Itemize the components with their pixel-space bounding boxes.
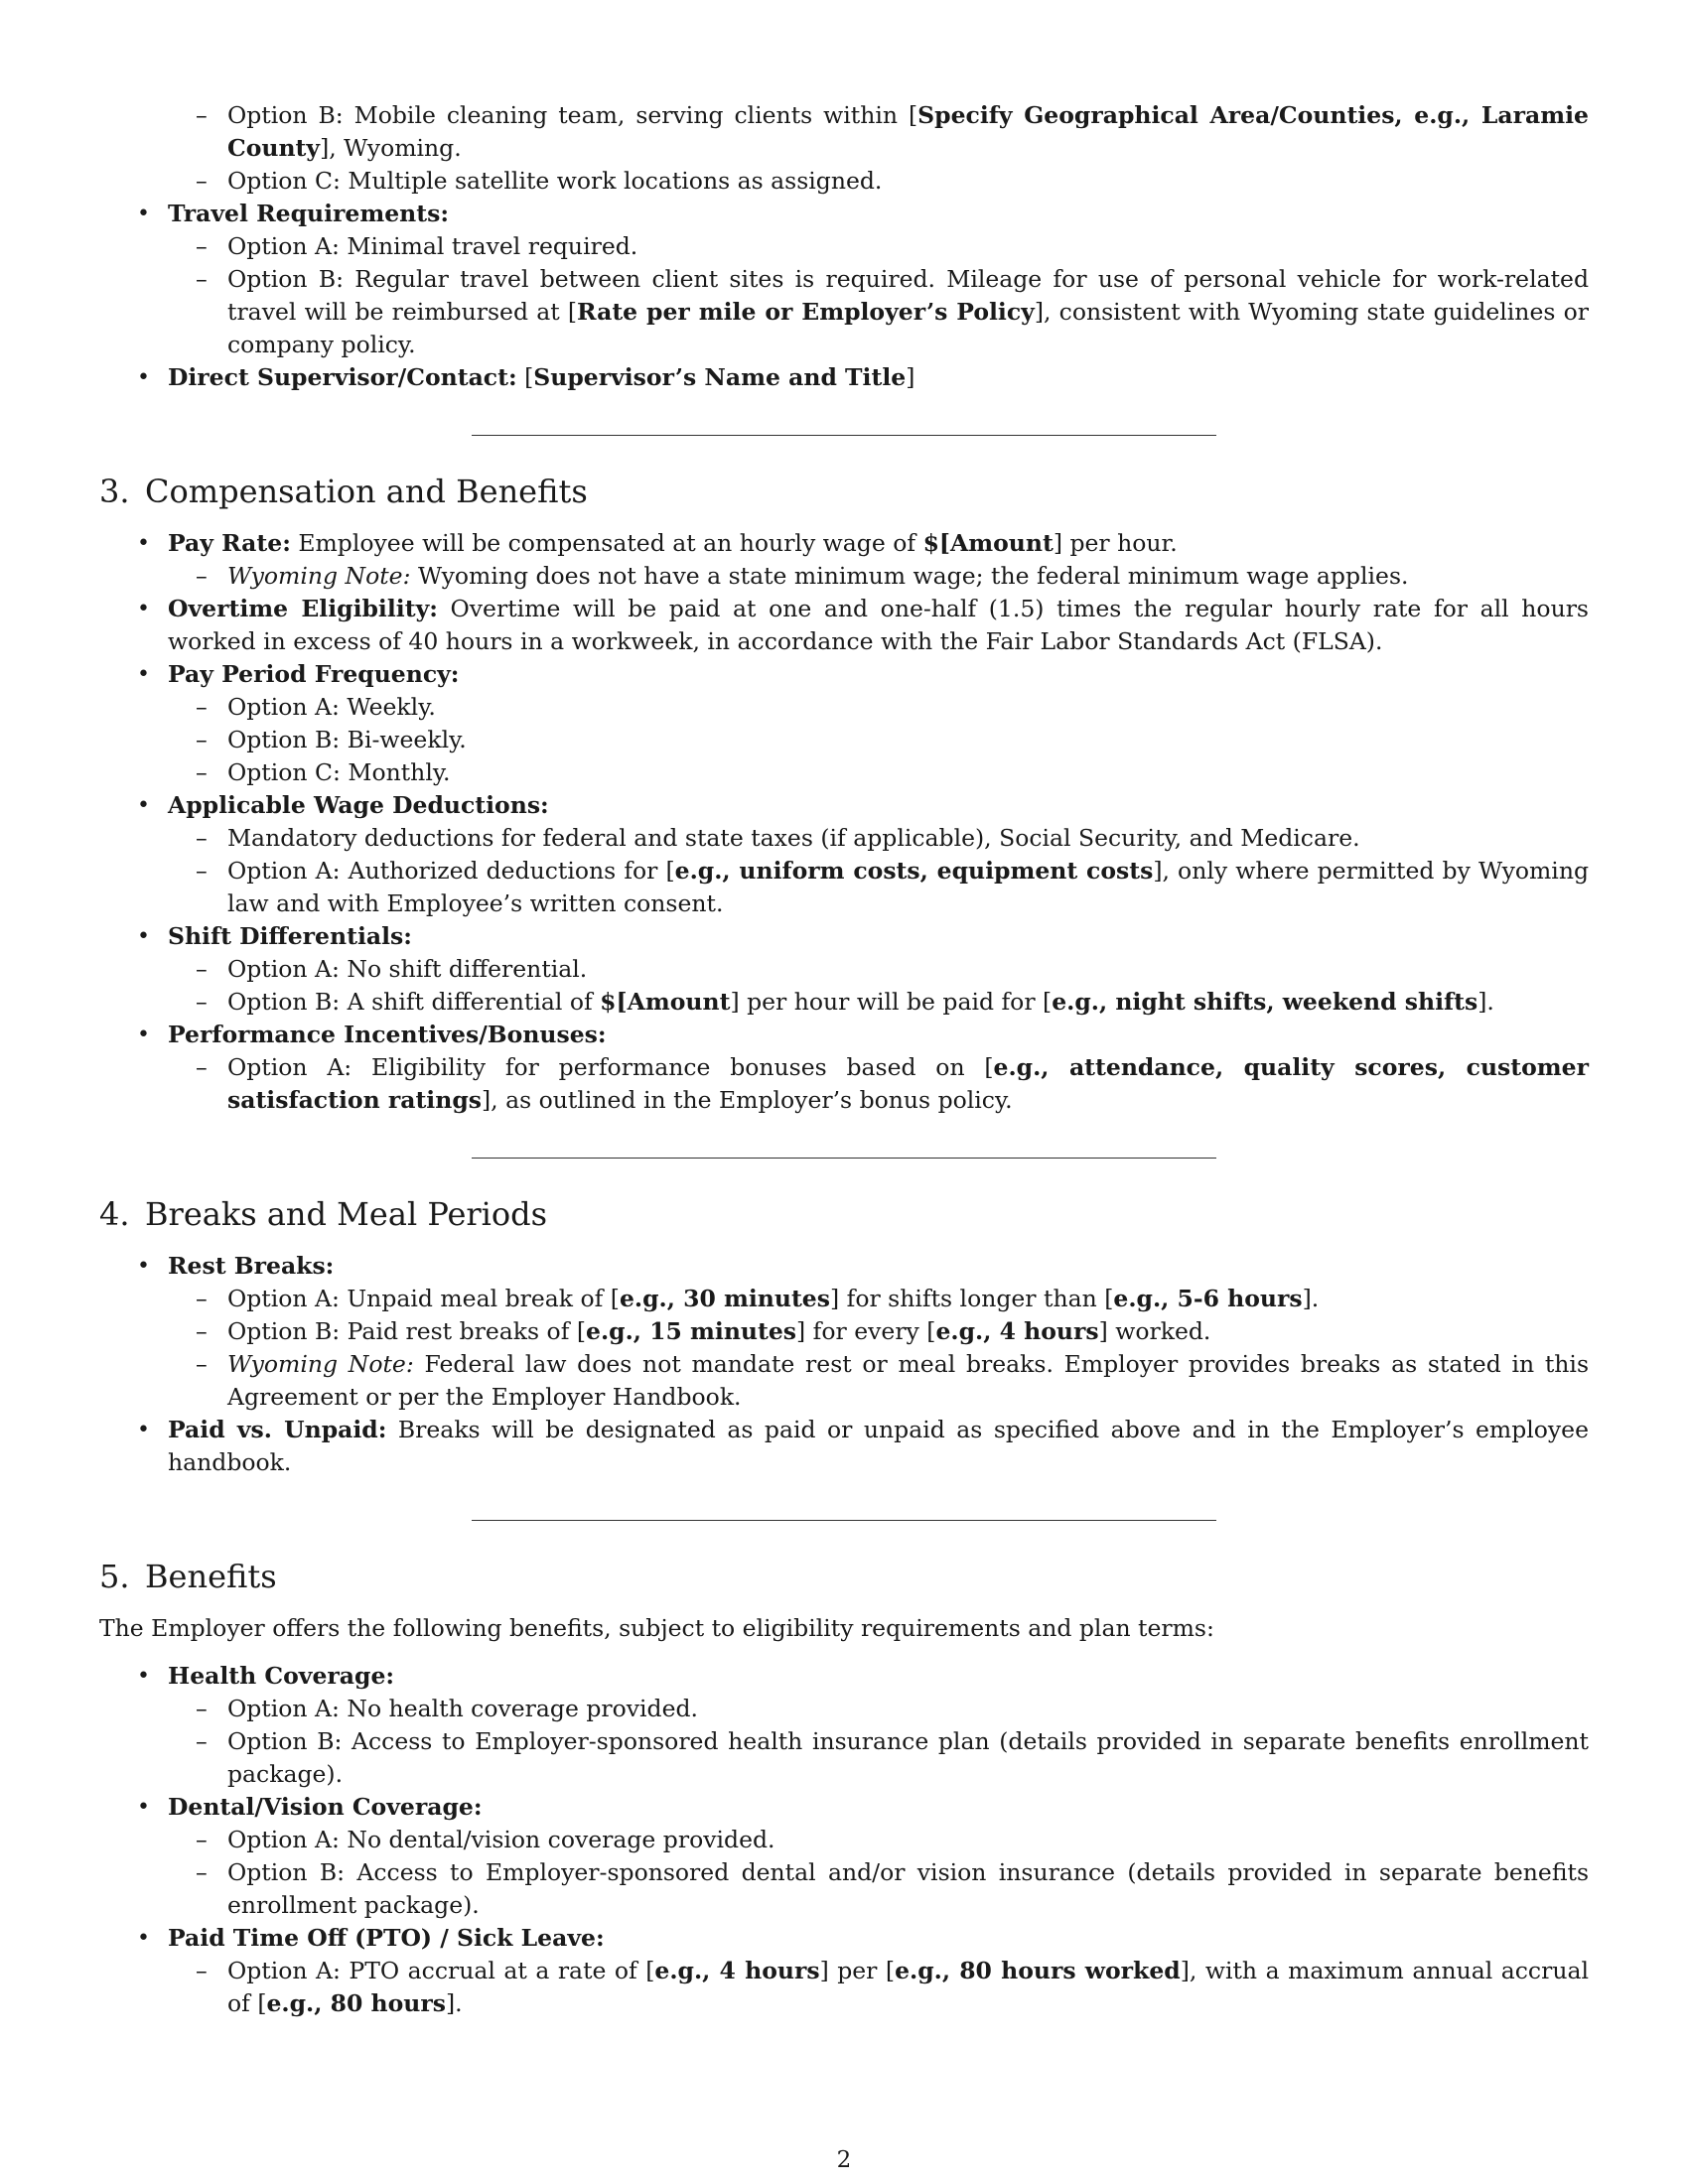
page-number: 2 bbox=[836, 2147, 852, 2173]
rest-option-b: – Option B: Paid rest breaks of [e.g., 15 minutes] for every [e.g., 4 hours] worked. bbox=[168, 1315, 1589, 1348]
pto-option-a: – Option A: PTO accrual at a rate of [e.g., 4 hours] per [e.g., 80 hours worked], with a maximum annual accrual of [e.g., 80 hours]. bbox=[168, 1955, 1589, 2020]
section-5-heading: 5. Benefits bbox=[99, 1558, 277, 1595]
deductions-item: • Applicable Wage Deductions: – Mandatory deductions for federal and state taxes (if applicable), Social Security, and Medicare. – Option A: Authorized deductions for [e.g., uniform costs, equipment costs], only where permitted by Wyoming law and with Employee’s written consent. bbox=[99, 789, 1589, 920]
pay-period-option: – Option B: Bi-weekly. bbox=[168, 724, 1589, 756]
deductions-option-a: – Option A: Authorized deductions for [e.g., uniform costs, equipment costs], only where permitted by Wyoming law and with Employee’s written consent. bbox=[168, 855, 1589, 920]
pay-rate-item: • Pay Rate: Employee will be compensated at an hourly wage of $[Amount] per hour. – Wyoming Note: Wyoming does not have a state minimum wage; the federal minimum wage applies. bbox=[99, 527, 1589, 593]
location-option-b: – Option B: Mobile cleaning team, serving clients within [Specify Geographical Area/Counties, e.g., Laramie County], Wyoming. bbox=[168, 99, 1589, 165]
paid-unpaid-item: • Paid vs. Unpaid: Breaks will be designated as paid or unpaid as specified above and in the Employer’s employee handbook. bbox=[99, 1414, 1589, 1479]
shift-option-a: – Option A: No shift differential. bbox=[168, 953, 1589, 986]
wyoming-note-breaks: – Wyoming Note: Federal law does not mandate rest or meal breaks. Employer provides breaks as stated in this Agreement or per the Employer Handbook. bbox=[168, 1348, 1589, 1414]
benefits-list bbox=[99, 1660, 1589, 2020]
location-options bbox=[168, 99, 1589, 198]
wyoming-note-wage: – Wyoming Note: Wyoming does not have a state minimum wage; the federal minimum wage applies. bbox=[168, 560, 1589, 593]
work-location-list bbox=[99, 99, 1589, 394]
health-option-b: – Option B: Access to Employer-sponsored health insurance plan (details provided in separate benefits enrollment package). bbox=[168, 1725, 1589, 1791]
section-4-heading: 4. Breaks and Meal Periods bbox=[99, 1195, 548, 1233]
supervisor-label: Direct Supervisor/Contact: bbox=[168, 363, 517, 391]
travel-requirements-item bbox=[99, 198, 1589, 361]
health-option-a: – Option A: No health coverage provided. bbox=[168, 1693, 1589, 1725]
travel-requirements-label: Travel Requirements: bbox=[168, 200, 450, 227]
section-divider bbox=[472, 435, 1216, 436]
deductions-mandatory: – Mandatory deductions for federal and state taxes (if applicable), Social Security, and Medicare. bbox=[168, 822, 1589, 855]
health-coverage-item: • Health Coverage: – Option A: No health coverage provided. – Option B: Access to Employer-sponsored health insurance plan (details provided in separate benefits enrollment package). bbox=[99, 1660, 1589, 1791]
pay-period-option: – Option A: Weekly. bbox=[168, 691, 1589, 724]
pto-item: • Paid Time Off (PTO) / Sick Leave: – Option A: PTO accrual at a rate of [e.g., 4 hours] per [e.g., 80 hours worked], with a maximum annual accrual of [e.g., 80 hours]. bbox=[99, 1922, 1589, 2020]
dental-option-a: – Option A: No dental/vision coverage provided. bbox=[168, 1824, 1589, 1856]
supervisor-item: • Direct Supervisor/Contact: [Supervisor’s Name and Title] bbox=[99, 361, 1589, 394]
incentives-option-a: – Option A: Eligibility for performance bonuses based on [e.g., attendance, quality scores, customer satisfaction ratings], as outlined in the Employer’s bonus policy. bbox=[168, 1051, 1589, 1117]
shift-differentials-item: • Shift Differentials: – Option A: No shift differential. – Option B: A shift differential of $[Amount] per hour will be paid for [e.g., night shifts, weekend shifts]. bbox=[99, 920, 1589, 1019]
page-content bbox=[99, 99, 1589, 2020]
overtime-item: • Overtime Eligibility: Overtime will be paid at one and one-half (1.5) times the regular hourly rate for all hours worked in excess of 40 hours in a workweek, in accordance with the Fair Labor Standards Act (FLSA). bbox=[99, 593, 1589, 658]
travel-option-a: – Option A: Minimal travel required. bbox=[168, 230, 1589, 263]
benefits-intro: The Employer offers the following benefits, subject to eligibility requirements and plan terms: bbox=[99, 1614, 1214, 1642]
rest-option-a: – Option A: Unpaid meal break of [e.g., 30 minutes] for shifts longer than [e.g., 5-6 hours]. bbox=[168, 1283, 1589, 1315]
rest-breaks-item: • Rest Breaks: – Option A: Unpaid meal break of [e.g., 30 minutes] for shifts longer than [e.g., 5-6 hours]. – Option B: Paid rest breaks of [e.g., 15 minutes] for every [e.g., 4 hours] worked. – Wyoming Note: Federal law does not mandate rest or meal breaks. Employer provides breaks as stated in this Agreement or per the Employer Handbook. bbox=[99, 1250, 1589, 1414]
incentives-item: • Performance Incentives/Bonuses: – Option A: Eligibility for performance bonuses based on [e.g., attendance, quality scores, customer satisfaction ratings], as outlined in the Employer’s bonus policy. bbox=[99, 1019, 1589, 1117]
section-divider bbox=[472, 1158, 1216, 1159]
location-option-c: – Option C: Multiple satellite work locations as assigned. bbox=[168, 165, 1589, 198]
breaks-list bbox=[99, 1250, 1589, 1479]
section-divider bbox=[472, 1520, 1216, 1521]
work-location-continuation bbox=[99, 99, 1589, 198]
dental-vision-item: • Dental/Vision Coverage: – Option A: No dental/vision coverage provided. – Option B: Access to Employer-sponsored dental and/or vision insurance (details provided in separate benefits enrollment package). bbox=[99, 1791, 1589, 1922]
shift-option-b: – Option B: A shift differential of $[Amount] per hour will be paid for [e.g., night shifts, weekend shifts]. bbox=[168, 986, 1589, 1019]
dental-option-b: – Option B: Access to Employer-sponsored dental and/or vision insurance (details provided in separate benefits enrollment package). bbox=[168, 1856, 1589, 1922]
section-3-heading: 3. Compensation and Benefits bbox=[99, 473, 588, 510]
compensation-list bbox=[99, 527, 1589, 1117]
pay-period-option: – Option C: Monthly. bbox=[168, 756, 1589, 789]
travel-option-b: – Option B: Regular travel between client sites is required. Mileage for use of personal vehicle for work-related travel will be reimbursed at [Rate per mile or Employer’s Policy], consistent with Wyoming state guidelines or company policy. bbox=[168, 263, 1589, 361]
pay-period-item: • Pay Period Frequency: – Option A: Weekly. – Option B: Bi-weekly. – Option C: Monthly. bbox=[99, 658, 1589, 789]
